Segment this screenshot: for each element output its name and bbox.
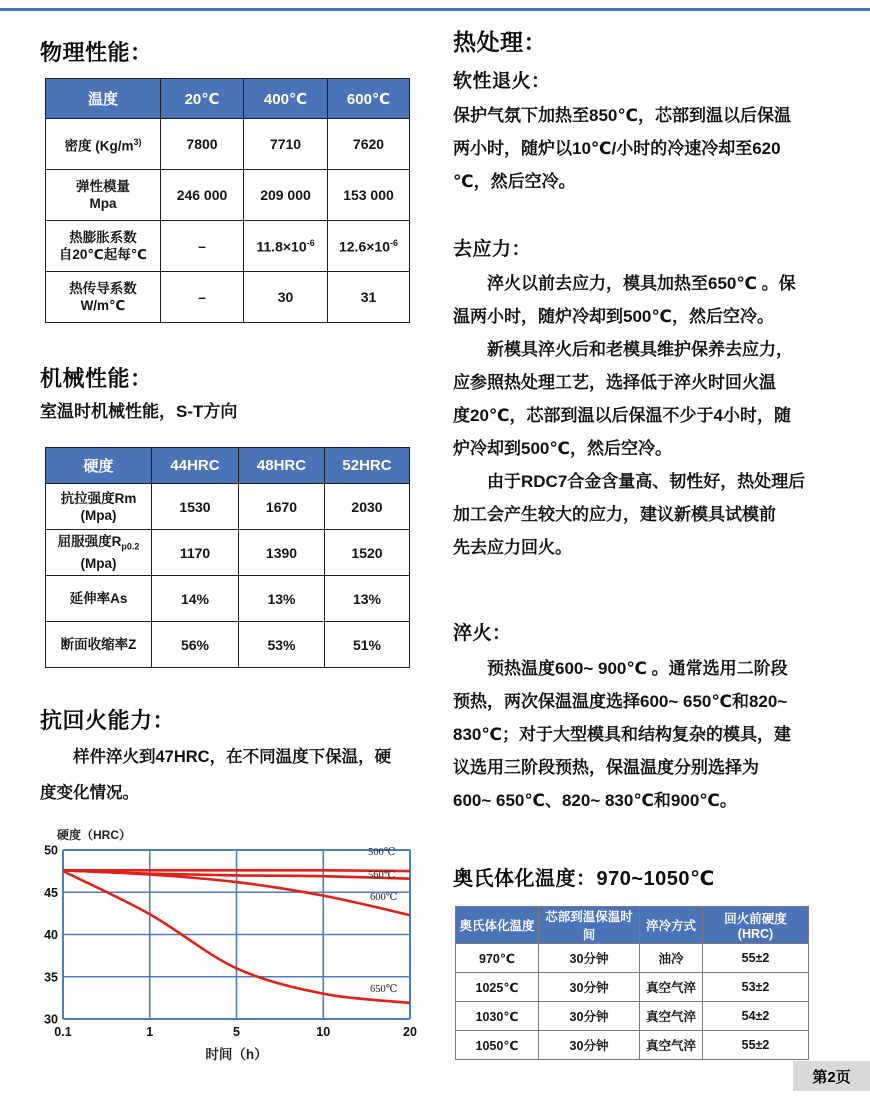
y-axis-tick-label: 45 (44, 885, 58, 900)
table-cell: 56% (152, 622, 239, 668)
x-axis-title: 时间（h） (205, 1047, 268, 1062)
column-header: 温度 (46, 79, 161, 119)
table-cell: 13% (325, 576, 410, 622)
series-label: 600℃ (370, 892, 398, 903)
mechanical-properties-subtitle: 室温时机械性能，S-T方向 (40, 402, 238, 421)
y-axis-tick-label: 50 (44, 843, 58, 858)
column-header: 回火前硬度 (HRC) (703, 907, 809, 944)
table-row (46, 530, 410, 576)
section-paragraph: 由于RDC7合金含量高、韧性好，热处理后 加工会产生较大的应力，建议新模具试模前 先去应力回火。 (453, 472, 806, 557)
table-cell: 7620 (328, 119, 410, 170)
mechanical-properties-title: 机械性能： (40, 366, 153, 391)
table-cell: 1170 (152, 530, 239, 576)
table-cell: 55±2 (703, 944, 809, 973)
section-heading: 淬火： (453, 623, 512, 644)
temper-resistance-title: 抗回火能力： (40, 708, 176, 733)
table-row (46, 622, 410, 668)
table-cell: 30分钟 (539, 973, 640, 1002)
table-row (456, 1002, 809, 1031)
table-cell: – (161, 272, 244, 323)
table-cell: – (161, 221, 244, 272)
table-cell: 7800 (161, 119, 244, 170)
table-cell: 真空气淬 (640, 1031, 703, 1060)
physical-properties-title: 物理性能： (40, 40, 153, 65)
section-paragraph: 保护气氛下加热至850℃，芯部到温以后保温 两小时，随炉以10℃/小时的冷速冷却至620 ℃，然后空冷。 (453, 106, 791, 191)
austenitizing-table (455, 906, 809, 1060)
mechanical-properties-table (45, 447, 410, 668)
column-header: 20℃ (161, 79, 244, 119)
table-cell: $11.8\times 10^{-6}$ (244, 221, 328, 272)
table-row (46, 119, 410, 170)
table-cell: 30分钟 (539, 944, 640, 973)
table-cell: 246 000 (161, 170, 244, 221)
section-paragraph: 预热温度600~ 900℃ 。通常选用二阶段 预热，两次保温温度选择600~ 650℃和820~ 830℃；对于大型模具和结构复杂的模具，建 议选用三阶段预热，保温温度分别选择为 600~ 650℃、820~ 830℃和900℃。 (453, 659, 791, 810)
table-header-row (456, 907, 809, 944)
table-cell: 53% (239, 622, 325, 668)
column-header: 400℃ (244, 79, 328, 119)
table-cell: 13% (239, 576, 325, 622)
column-header: 淬冷方式 (640, 907, 703, 944)
table-cell: 54±2 (703, 1002, 809, 1031)
table-row (456, 944, 809, 973)
row-header-cell: 延伸率As (46, 576, 152, 622)
table-row (46, 170, 410, 221)
table-cell: 7710 (244, 119, 328, 170)
table-cell: $12.6\times 10^{-6}$ (328, 221, 410, 272)
row-header-cell: 1025℃ (456, 973, 539, 1002)
table-row (46, 576, 410, 622)
section-paragraph: 淬火以前去应力，模具加热至650℃ 。保 温两小时，随炉冷却到500℃，然后空冷。 (453, 274, 796, 326)
row-header-cell: 热膨胀系数 自20℃起每℃ (46, 221, 161, 272)
x-axis-tick-label: 5 (233, 1025, 240, 1039)
top-divider (0, 8, 870, 11)
table-cell: 1520 (325, 530, 410, 576)
table-cell: 油冷 (640, 944, 703, 973)
table-cell: 2030 (325, 484, 410, 530)
x-axis-tick-label: 10 (316, 1025, 331, 1039)
row-header-cell: 屈服强度$R_{p0.2}$ (Mpa) (46, 530, 152, 576)
row-header-cell: 断面收缩率Z (46, 622, 152, 668)
series-label: 560℃ (368, 870, 396, 881)
table-cell: 53±2 (703, 973, 809, 1002)
hardness-vs-time-chart (40, 826, 420, 1070)
table-row (456, 1031, 809, 1060)
table-cell: 31 (328, 272, 410, 323)
series-label: 500℃ (368, 847, 396, 858)
x-axis-tick-label: 0.1 (54, 1025, 72, 1039)
column-header: 52HRC (325, 448, 410, 484)
table-cell: 153 000 (328, 170, 410, 221)
table-row (456, 973, 809, 1002)
row-header-cell: 弹性模量 Mpa (46, 170, 161, 221)
row-header-cell: 热传导系数 W/m℃ (46, 272, 161, 323)
physical-properties-table (45, 78, 410, 323)
row-header-cell: 970℃ (456, 944, 539, 973)
table-cell: 真空气淬 (640, 1002, 703, 1031)
y-axis-tick-label: 40 (44, 928, 58, 942)
table-header-row (46, 79, 410, 119)
column-header: 600℃ (328, 79, 410, 119)
y-axis-title: 硬度（HRC） (57, 828, 131, 842)
section-heading: 软性退火： (453, 71, 551, 92)
table-row (46, 272, 410, 323)
table-cell: 51% (325, 622, 410, 668)
table-cell: 1530 (152, 484, 239, 530)
table-cell: 30 (244, 272, 328, 323)
table-cell: 209 000 (244, 170, 328, 221)
series-line-500℃ (63, 870, 410, 871)
table-cell: 1390 (239, 530, 325, 576)
section-paragraph: 新模具淬火后和老模具维护保养去应力， 应参照热处理工艺，选择低于淬火时回火温 度20℃，芯部到温以后保温不少于4小时，随 炉冷却到500℃，然后空冷。 (453, 340, 793, 458)
table-row (46, 484, 410, 530)
row-header-cell: 抗拉强度Rm (Mpa) (46, 484, 152, 530)
column-header: 芯部到温保温时间 (539, 907, 640, 944)
section-heading: 去应力： (453, 239, 532, 260)
table-cell: 真空气淬 (640, 973, 703, 1002)
table-row (46, 221, 410, 272)
table-cell: 55±2 (703, 1031, 809, 1060)
row-header-cell: 1030℃ (456, 1002, 539, 1031)
row-header-cell: 密度 ($Kg/m^{3)}$ (46, 119, 161, 170)
table-cell: 30分钟 (539, 1031, 640, 1060)
series-label: 650℃ (370, 984, 398, 995)
temper-chart (40, 826, 420, 1070)
column-header: 44HRC (152, 448, 239, 484)
x-axis-tick-label: 20 (403, 1025, 417, 1039)
x-axis-tick-label: 1 (146, 1025, 154, 1039)
row-header-cell: 1050℃ (456, 1031, 539, 1060)
table-header-row (46, 448, 410, 484)
temper-resistance-text: 样件淬火到47HRC，在不同温度下保温，硬 度变化情况。 (40, 748, 392, 802)
column-header: 硬度 (46, 448, 152, 484)
page-number-badge: 第2页 (793, 1061, 870, 1091)
table-cell: 1670 (239, 484, 325, 530)
austenitizing-title: 奥氏体化温度：970~1050℃ (453, 868, 715, 890)
heat-treatment-title: 热处理： (453, 29, 547, 55)
column-header: 48HRC (239, 448, 325, 484)
y-axis-tick-label: 35 (44, 970, 58, 985)
table-cell: 14% (152, 576, 239, 622)
column-header: 奥氏体化温度 (456, 907, 539, 944)
y-axis-tick-label: 30 (44, 1012, 58, 1027)
table-cell: 30分钟 (539, 1002, 640, 1031)
